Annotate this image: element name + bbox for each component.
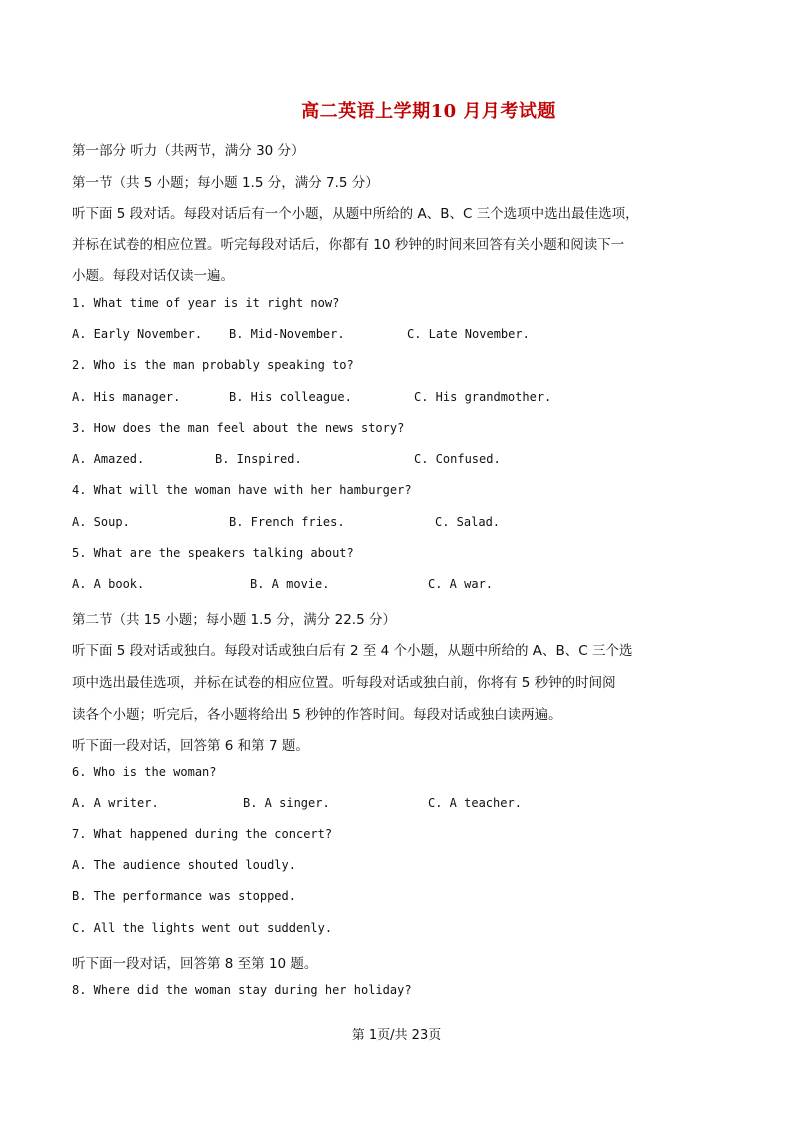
- instruction-line: 小题。每段对话仅读一遍。: [72, 268, 234, 284]
- question-text: 1. What time of year is it right now?: [72, 296, 340, 310]
- question-text: 6. Who is the woman?: [72, 765, 217, 779]
- instruction-line: 项中选出最佳选项，并标在试卷的相应位置。听每段对话或独白前，你将有 5 秒钟的时间阅: [72, 675, 616, 691]
- option-c: C. Confused.: [414, 452, 501, 466]
- option-a: A. His manager.: [72, 390, 181, 404]
- option-c: C. A teacher.: [428, 796, 522, 810]
- option-c: C. All the lights went out suddenly.: [72, 921, 333, 935]
- option-a: A. Amazed.: [72, 452, 145, 466]
- option-a: A. The audience shouted loudly.: [72, 858, 296, 872]
- option-b: B. The performance was stopped.: [72, 889, 296, 903]
- option-b: B. French fries.: [229, 515, 345, 529]
- option-b: B. Mid-November.: [229, 327, 345, 341]
- page-footer: 第 1页/共 23页: [351, 1028, 442, 1043]
- option-b: B. His colleague.: [229, 390, 352, 404]
- section-heading: 第一节（共 5 小题；每小题 1.5 分，满分 7.5 分）: [72, 175, 379, 191]
- section-heading: 第二节（共 15 小题；每小题 1.5 分，满分 22.5 分）: [72, 612, 396, 628]
- option-a: A. Soup.: [72, 515, 130, 529]
- question-text: 7. What happened during the concert?: [72, 827, 333, 841]
- page-title: 高二英语上学期10 月月考试题: [301, 101, 556, 122]
- instruction-line: 听下面 5 段对话或独白。每段对话或独白后有 2 至 4 个小题，从题中所给的 A、B、C 三个选: [72, 643, 633, 659]
- option-a: A. A writer.: [72, 796, 159, 810]
- question-text: 5. What are the speakers talking about?: [72, 546, 354, 560]
- instruction-line: 读各个小题；听完后，各小题将给出 5 秒钟的作答时间。每段对话或独白读两遍。: [72, 707, 562, 723]
- option-c: C. A war.: [428, 577, 494, 591]
- instruction-line: 并标在试卷的相应位置。听完每段对话后，你都有 10 秒钟的时间来回答有关小题和阅读下一: [72, 237, 625, 253]
- question-text: 4. What will the woman have with her hamburger?: [72, 483, 412, 497]
- option-b: B. A singer.: [243, 796, 330, 810]
- question-text: 3. How does the man feel about the news story?: [72, 421, 405, 435]
- question-text: 8. Where did the woman stay during her holiday?: [72, 983, 412, 997]
- option-c: C. His grandmother.: [414, 390, 552, 404]
- option-c: C. Late November.: [407, 327, 530, 341]
- option-c: C. Salad.: [435, 515, 501, 529]
- option-b: B. Inspired.: [215, 452, 302, 466]
- part-heading: 第一部分 听力（共两节，满分 30 分）: [72, 143, 305, 159]
- option-a: A. A book.: [72, 577, 145, 591]
- dialog-instruction: 听下面一段对话，回答第 6 和第 7 题。: [72, 738, 309, 754]
- option-a: A. Early November.: [72, 327, 203, 341]
- question-text: 2. Who is the man probably speaking to?: [72, 358, 354, 372]
- instruction-line: 听下面 5 段对话。每段对话后有一个小题，从题中所给的 A、B、C 三个选项中选出最佳选项，: [72, 206, 639, 222]
- dialog-instruction: 听下面一段对话，回答第 8 至第 10 题。: [72, 956, 318, 972]
- option-b: B. A movie.: [250, 577, 330, 591]
